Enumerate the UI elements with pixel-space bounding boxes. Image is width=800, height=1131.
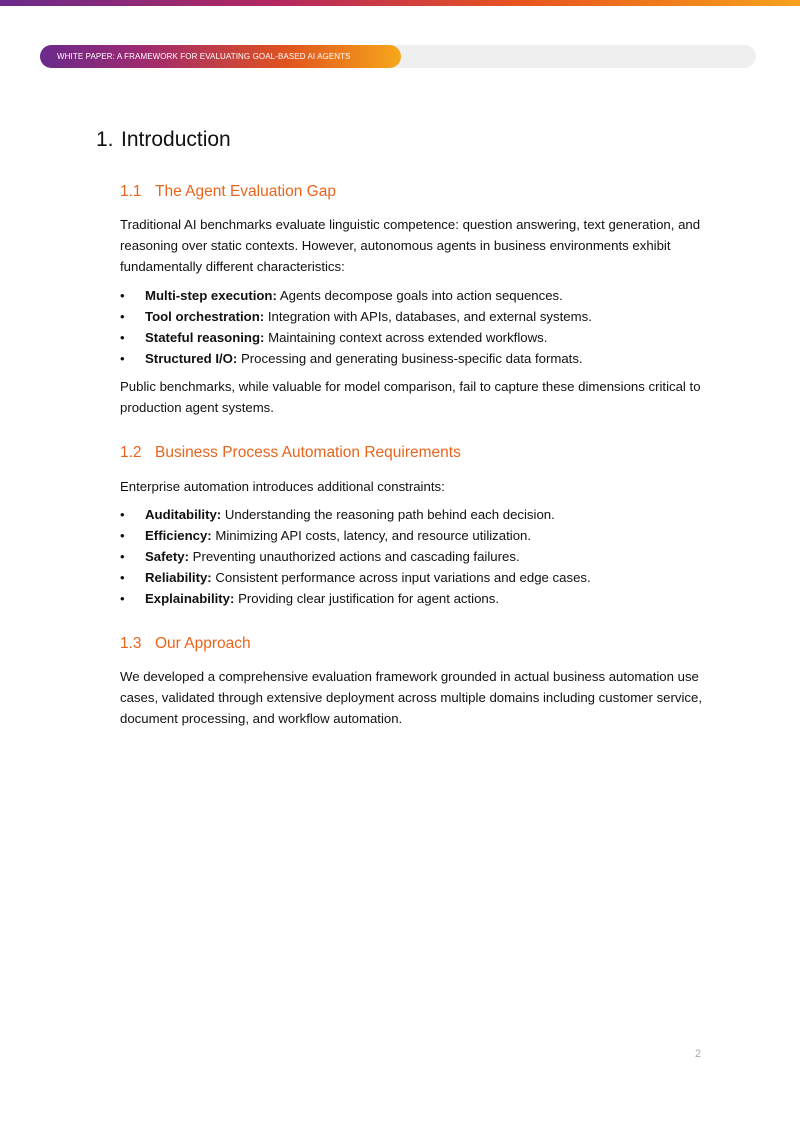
section-number: 1.1: [120, 183, 142, 200]
section-1-1-bullet-list: [120, 285, 710, 369]
list-item: [120, 525, 710, 546]
bullet-text: Preventing unauthorized actions and cascading failures.: [188, 549, 520, 564]
bullet-dot: •: [120, 309, 125, 324]
bullet-term: Auditability:: [145, 507, 222, 522]
section-title: Our Approach: [155, 635, 251, 652]
section-title: Business Process Automation Requirements: [155, 444, 461, 461]
bullet-text: Minimizing API costs, latency, and resource utilization.: [211, 528, 532, 543]
section-heading-1-3: [120, 635, 251, 653]
bullet-term: Safety:: [145, 549, 189, 564]
bullet-term: Tool orchestration:: [145, 309, 265, 324]
list-item: [120, 306, 710, 327]
bullet-text: Providing clear justification for agent actions.: [234, 591, 500, 606]
section-1-1-outro: Public benchmarks, while valuable for model comparison, fail to capture these dimensions critical to production agent systems.: [120, 379, 701, 415]
section-1-2-bullet-list: [120, 504, 710, 609]
section-heading-1-1: [120, 183, 336, 201]
bullet-term: Explainability:: [145, 591, 235, 606]
bullet-term: Reliability:: [145, 570, 212, 585]
chapter-title: Introduction: [121, 128, 231, 151]
section-heading-1-2: [120, 444, 461, 462]
bullet-text: Agents decompose goals into action sequences.: [276, 288, 563, 303]
section-1-1-intro: Traditional AI benchmarks evaluate linguistic competence: question answering, text generation, and reasoning over static contexts. However, autonomous agents in business environments exhibit fundamentally different characteristics:: [120, 217, 701, 274]
bullet-term: Stateful reasoning:: [145, 330, 265, 345]
bullet-text: Consistent performance across input variations and edge cases.: [211, 570, 591, 585]
list-item: [120, 546, 710, 567]
list-item: [120, 588, 710, 609]
bullet-dot: •: [120, 528, 125, 543]
bullet-term: Efficiency:: [145, 528, 212, 543]
bullet-dot: •: [120, 330, 125, 345]
bullet-dot: •: [120, 570, 125, 585]
list-item: [120, 567, 710, 588]
header-banner: [40, 45, 401, 68]
bullet-text: Maintaining context across extended workflows.: [264, 330, 548, 345]
list-item: [120, 327, 710, 348]
bullet-term: Multi-step execution:: [145, 288, 277, 303]
section-number: 1.2: [120, 444, 142, 461]
section-1-3-body: We developed a comprehensive evaluation framework grounded in actual business automation use cases, validated through extensive deployment across multiple domains including customer service, document processing, and workflow automation.: [120, 669, 703, 726]
bullet-dot: •: [120, 288, 125, 303]
bullet-text: Understanding the reasoning path behind each decision.: [221, 507, 555, 522]
bullet-dot: •: [120, 507, 125, 522]
section-title: The Agent Evaluation Gap: [155, 183, 336, 200]
section-1-2-intro: Enterprise automation introduces additional constraints:: [120, 479, 445, 494]
header-label: WHITE PAPER: A FRAMEWORK FOR EVALUATING GOAL-BASED AI AGENTS: [57, 52, 351, 61]
bullet-dot: •: [120, 351, 125, 366]
chapter-number: 1.: [96, 128, 114, 151]
list-item: [120, 348, 710, 369]
bullet-text: Processing and generating business-specific data formats.: [237, 351, 583, 366]
list-item: [120, 285, 710, 306]
bullet-text: Integration with APIs, databases, and external systems.: [264, 309, 592, 324]
top-gradient-stripe: [0, 0, 800, 6]
chapter-heading: [96, 128, 231, 152]
page-number: 2: [695, 1048, 702, 1060]
list-item: [120, 504, 710, 525]
bullet-term: Structured I/O:: [145, 351, 238, 366]
section-number: 1.3: [120, 635, 142, 652]
bullet-dot: •: [120, 549, 125, 564]
bullet-dot: •: [120, 591, 125, 606]
